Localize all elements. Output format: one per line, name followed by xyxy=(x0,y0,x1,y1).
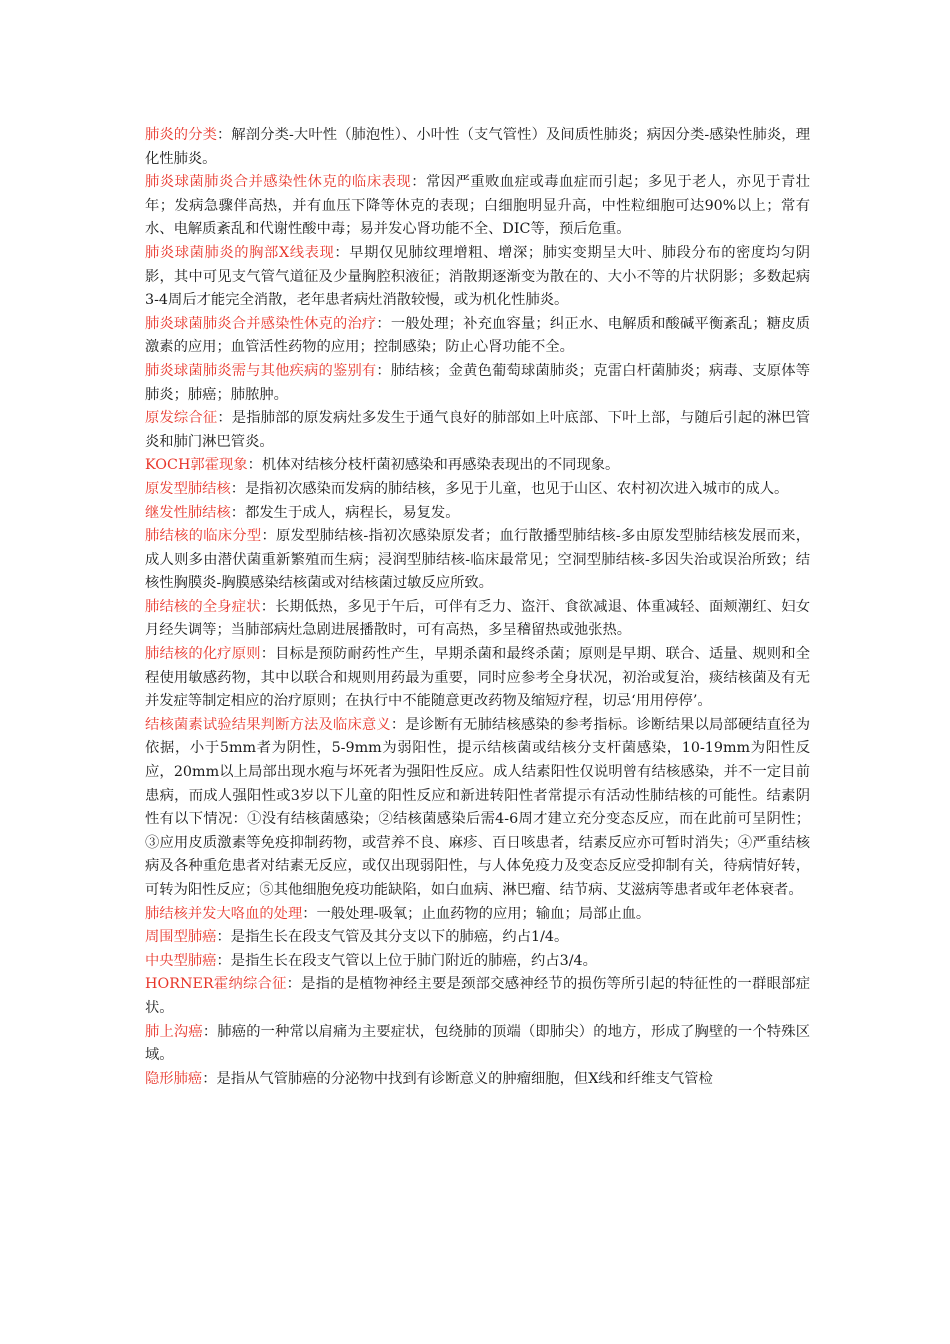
entry-text: ：原发型肺结核-指初次感染原发者；血行散播型肺结核-多由原发型肺结核发展而来，成人则多由潜伏菌重新繁殖而生病；浸润型肺结核-临床最常见；空洞型肺结核-多因失治或误治所致；结核性胸膜炎-胸膜感染结核菌或对结核菌过敏反应所致。 xyxy=(145,528,810,592)
entry-text: ：解剖分类-大叶性（肺泡性）、小叶性（支气管性）及间质性肺炎；病因分类-感染性肺炎，理化性肺炎。 xyxy=(145,127,810,167)
entry-term: 中央型肺癌 xyxy=(145,952,217,969)
entry-tb-chemo xyxy=(145,643,810,714)
entry-pneumonia-classification xyxy=(145,124,810,171)
entry-text: ：是指初次感染而发病的肺结核，多见于儿童，也见于山区、农村初次进入城市的成人。 xyxy=(230,480,789,497)
entry-term: KOCH郭霍现象 xyxy=(145,457,248,474)
entry-text: ：是指肺部的原发病灶多发生于通气良好的肺部如上叶底部、下叶上部，与随后引起的淋巴管炎和肺门淋巴管炎。 xyxy=(145,410,811,450)
entry-primary-tb xyxy=(145,478,810,502)
entry-term: 肺炎球菌肺炎合并感染性休克的临床表现 xyxy=(145,174,412,191)
entry-term: 原发型肺结核 xyxy=(145,480,231,497)
entry-term: 肺结核的全身症状 xyxy=(145,598,261,615)
entry-central-cancer xyxy=(145,950,810,974)
entry-pancoast xyxy=(145,1021,810,1068)
entry-term: 肺炎的分类 xyxy=(145,127,217,143)
entry-occult-cancer xyxy=(145,1068,810,1092)
entry-primary-complex xyxy=(145,407,810,454)
entry-peripheral-cancer xyxy=(145,926,810,950)
entry-term: 结核菌素试验结果判断方法及临床意义 xyxy=(145,716,391,733)
entry-text: ：一般处理；补充血容量；纠正水、电解质和酸碱平衡紊乱；糖皮质激素的应用；血管活性药物的应用；控制感染；防止心肾功能不全。 xyxy=(145,315,810,356)
entry-text: ：是指生长在段支气管及其分支以下的肺癌，约占1/4。 xyxy=(216,929,569,946)
entry-tuberculin xyxy=(145,714,810,903)
entry-term: 肺结核的化疗原则 xyxy=(145,646,261,663)
entry-term: 隐形肺癌 xyxy=(145,1070,203,1087)
entry-term: 原发综合征 xyxy=(145,410,218,427)
entry-horner xyxy=(145,973,810,1020)
entry-term: 周围型肺癌 xyxy=(145,929,217,946)
entry-text: ：目标是预防耐药性产生，早期杀菌和最终杀菌；原则是早期、联合、适量、规则和全程使用敏感药物，其中以联合和规则用药最为重要，同时应参考全身状况，初治或复治，痰结核菌及有无并发症等制定相应的治疗原则；在执行中不能随意更改药物及缩短疗程，切忌‘用用停停’。 xyxy=(145,646,811,710)
entry-text: ：常因严重败血症或毒血症而引起；多见于老人，亦见于青壮年；发病急骤伴高热，并有血压下降等休克的表现；白细胞明显升高，中性粒细胞可达90%以上；常有水、电解质紊乱和代谢性酸中毒；易并发心肾功能不全、DIC等，预后危重。 xyxy=(145,174,811,238)
entry-text: ：早期仅见肺纹理增粗、增深；肺实变期呈大叶、肺段分布的密度均匀阴影，其中可见支气管气道征及少量胸腔积液征；消散期逐渐变为散在的、大小不等的片状阴影；多数起病3-4周后才能完全消散，老年患者病灶消散较慢，或为机化性肺炎。 xyxy=(145,244,810,309)
entry-term: HORNER霍纳综合征 xyxy=(145,976,287,993)
entry-term: 肺结核的临床分型 xyxy=(145,528,262,545)
entry-term: 肺结核并发大咯血的处理 xyxy=(145,905,303,922)
entry-koch xyxy=(145,454,810,478)
entry-xray xyxy=(145,242,810,313)
entry-secondary-tb xyxy=(145,502,810,526)
entry-text: ：肺癌的一种常以肩痛为主要症状，包绕肺的顶端（即肺尖）的地方，形成了胸壁的一个特殊区域。 xyxy=(145,1023,810,1064)
entry-text: ：是诊断有无肺结核感染的参考指标。诊断结果以局部硬结直径为依据，小于5mm者为阴性，5-9mm为弱阳性，提示结核菌或结核分支杆菌感染，10-19mm为阳性反应，20mm以上局部出现水疱与坏死者为强阳性反应。成人结素阳性仅说明曾有结核感染，并不一定目前患病，而成人强阳性或3岁以下儿童的阳性反应和新进转阳性者常提示有活动性肺结核的可能性。结素阴性有以下情况：①没有结核菌感染；②结核菌感染后需4-6周才建立充分变态反应，而在此前可呈阴性；③应用皮质激素等免疫抑制药物，或营养不良、麻疹、百日咳患者，结素反应亦可暂时消失；④严重结核病及各种重危患者对结素无反应，或仅出现弱阳性，与人体免疫力及变态反应受抑制有关，待病情好转，可转为阳性反应；⑤其他细胞免疫功能缺陷，如白血病、淋巴瘤、结节病、艾滋病等患者或年老体衰者。 xyxy=(145,716,811,898)
entry-text: ：一般处理-吸氧；止血药物的应用；输血；局部止血。 xyxy=(302,905,651,922)
entry-text: ：长期低热，多见于午后，可伴有乏力、盗汗、食欲减退、体重减轻、面颊潮红、妇女月经失调等；当肺部病灶急剧进展播散时，可有高热，多呈稽留热或弛张热。 xyxy=(145,598,811,639)
entry-term: 肺炎球菌肺炎需与其他疾病的鉴别有 xyxy=(145,362,377,379)
entry-differential xyxy=(145,360,810,407)
entry-term: 肺炎球菌肺炎的胸部X线表现 xyxy=(145,244,335,261)
entry-tb-symptoms xyxy=(145,596,810,643)
entry-shock-clinical xyxy=(145,171,810,242)
entry-text: ：是指生长在段支气管以上位于肺门附近的肺癌，约占3/4。 xyxy=(216,952,597,969)
entry-text: ：都发生于成人，病程长，易复发。 xyxy=(230,504,460,521)
entry-shock-treatment xyxy=(145,313,810,360)
entry-text: ：是指的是植物神经主要是颈部交感神经节的损伤等所引起的特征性的一群眼部症状。 xyxy=(145,976,810,1016)
document-body xyxy=(145,124,810,1091)
entry-text: ：机体对结核分枝杆菌初感染和再感染表现出的不同现象。 xyxy=(247,457,620,474)
entry-term: 肺炎球菌肺炎合并感染性休克的治疗 xyxy=(145,315,377,332)
entry-tb-types xyxy=(145,525,810,596)
entry-hemoptysis xyxy=(145,903,810,927)
entry-term: 继发性肺结核 xyxy=(145,504,231,521)
entry-text: ：肺结核；金黄色葡萄球菌肺炎；克雷白杆菌肺炎；病毒、支原体等肺炎；肺癌；肺脓肿。 xyxy=(145,362,810,403)
entry-text: ：是指从气管肺癌的分泌物中找到有诊断意义的肿瘤细胞，但X线和纤维支气管检 xyxy=(202,1070,713,1087)
entry-term: 肺上沟癌 xyxy=(145,1023,203,1040)
